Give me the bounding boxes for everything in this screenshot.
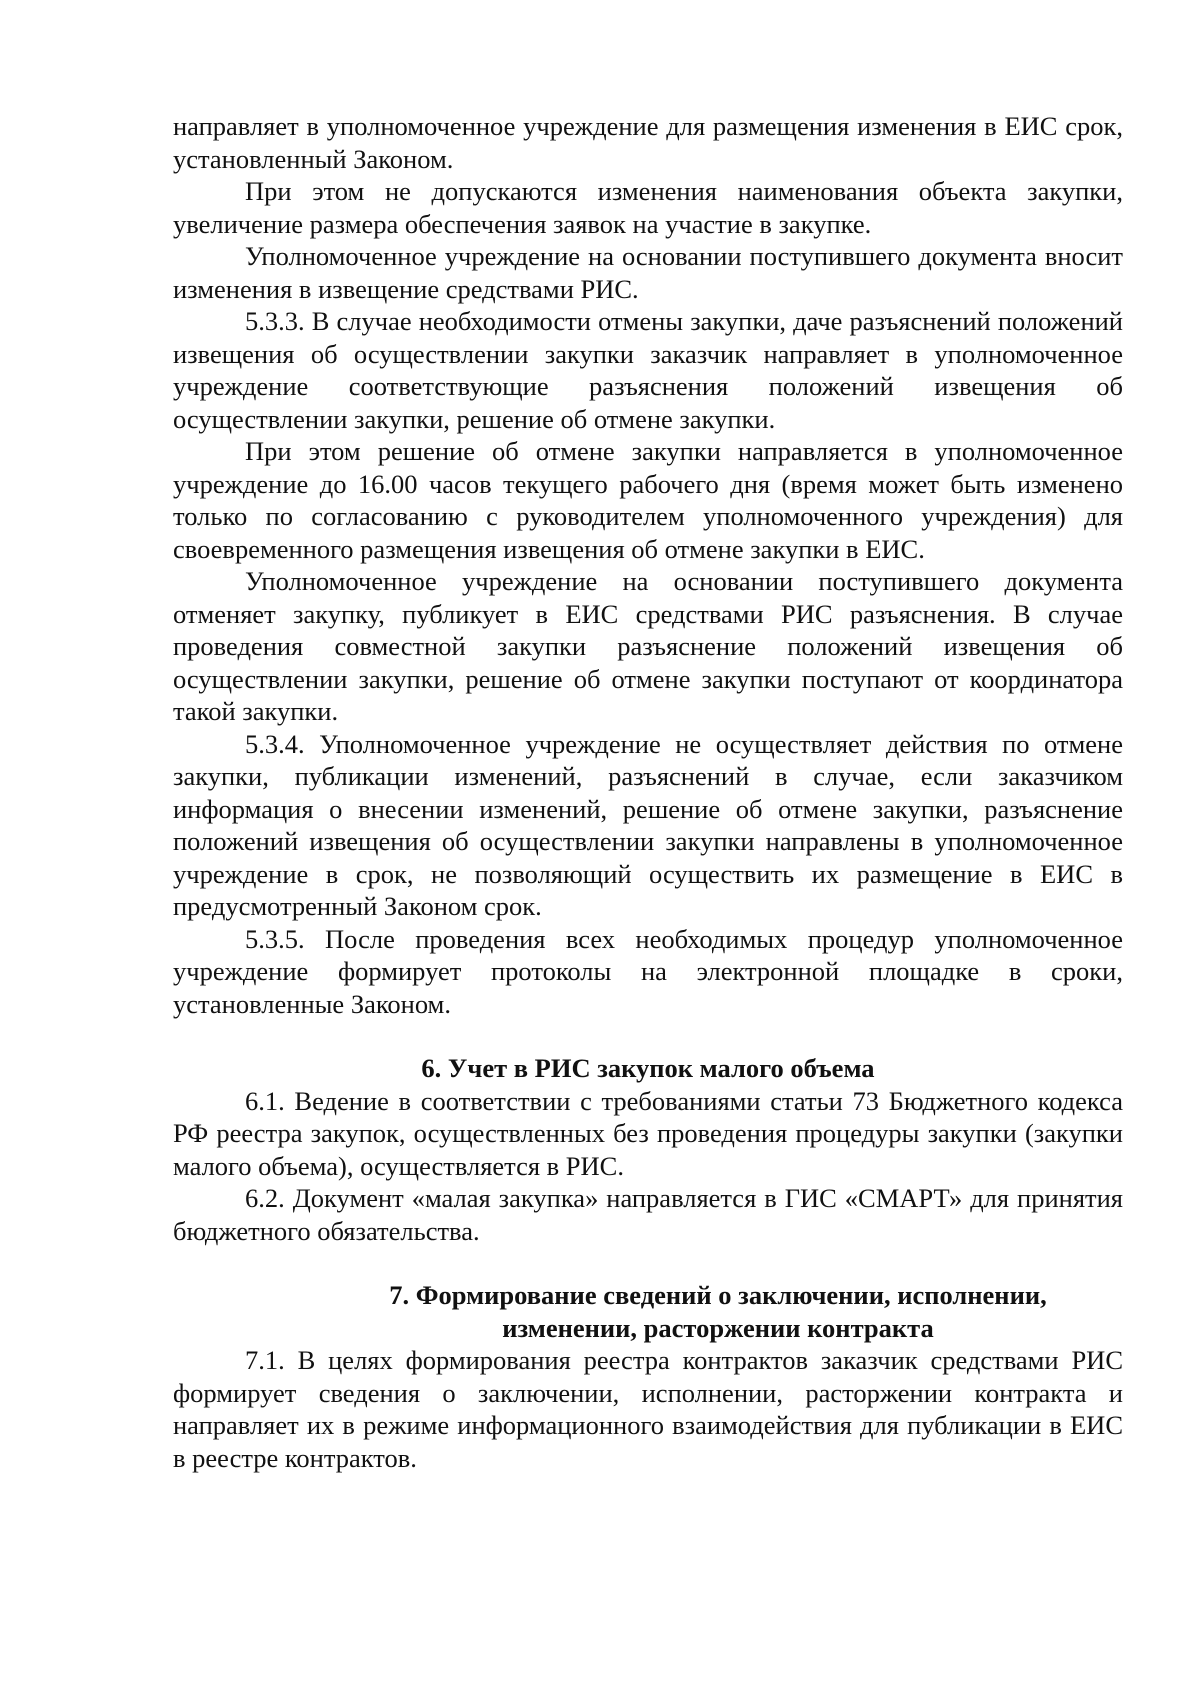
section-7-heading-line-2: изменении, расторжении контракта	[502, 1312, 934, 1343]
section-6-heading: 6. Учет в РИС закупок малого объема	[421, 1053, 875, 1083]
paragraph-7-1: 7.1. В целях формирования реестра контрактов заказчик средствами РИС формирует сведения о заключении, исполнении, расторжении контракта и направляет их в режиме информационного взаимодействия для публикации в ЕИС в реестре контрактов.	[173, 1345, 1123, 1473]
paragraph: Уполномоченное учреждение на основании поступившего документа отменяет закупку, публикует в ЕИС средствами РИС разъяснения. В случае проведения совместной закупки разъяснение положений извещения об осуществлении закупки, решение об отмене закупки поступают от координатора такой закупки.	[173, 566, 1123, 726]
section-gap	[173, 1247, 1123, 1279]
paragraph: Уполномоченное учреждение на основании поступившего документа вносит изменения в извещение средствами РИС.	[173, 241, 1123, 304]
paragraph-5-3-4: 5.3.4. Уполномоченное учреждение не осуществляет действия по отмене закупки, публикации изменений, разъяснений в случае, если заказчиком информация о внесении изменений, решение об отмене закупки, разъяснение положений извещения об осуществлении закупки направлены в уполномоченное учреждение в срок, не позволяющий осуществить их размещение в ЕИС в предусмотренный Законом срок.	[173, 728, 1123, 921]
section-gap	[173, 1020, 1123, 1052]
paragraph: При этом не допускаются изменения наименования объекта закупки, увеличение размера обеспечения заявок на участие в закупке.	[173, 176, 1123, 239]
paragraph-5-3-5: 5.3.5. После проведения всех необходимых процедур уполномоченное учреждение формирует протоколы на электронной площадке в сроки, установленные Законом.	[173, 923, 1123, 1019]
paragraph-6-2: 6.2. Документ «малая закупка» направляется в ГИС «СМАРТ» для принятия бюджетного обязательства.	[173, 1183, 1123, 1246]
paragraph-6-1: 6.1. Ведение в соответствии с требованиями статьи 73 Бюджетного кодекса РФ реестра закупок, осуществленных без проведения процедуры закупки (закупки малого объема), осуществляется в РИС.	[173, 1085, 1123, 1181]
paragraph-5-3-3: 5.3.3. В случае необходимости отмены закупки, даче разъяснений положений извещения об осуществлении закупки заказчик направляет в уполномоченное учреждение соответствующие разъяснения положений извещения об осуществлении закупки, решение об отмене закупки.	[173, 306, 1123, 434]
document-page	[173, 110, 1123, 1474]
paragraph: направляет в уполномоченное учреждение для размещения изменения в ЕИС срок, установленный Законом.	[173, 111, 1123, 174]
section-7-heading-line-1: 7. Формирование сведений о заключении, исполнении,	[389, 1280, 1047, 1310]
paragraph: При этом решение об отмене закупки направляется в уполномоченное учреждение до 16.00 часов текущего рабочего дня (время может быть изменено только по согласованию с руководителем уполномоченного учреждения) для своевременного размещения извещения об отмене закупки в ЕИС.	[173, 436, 1123, 564]
